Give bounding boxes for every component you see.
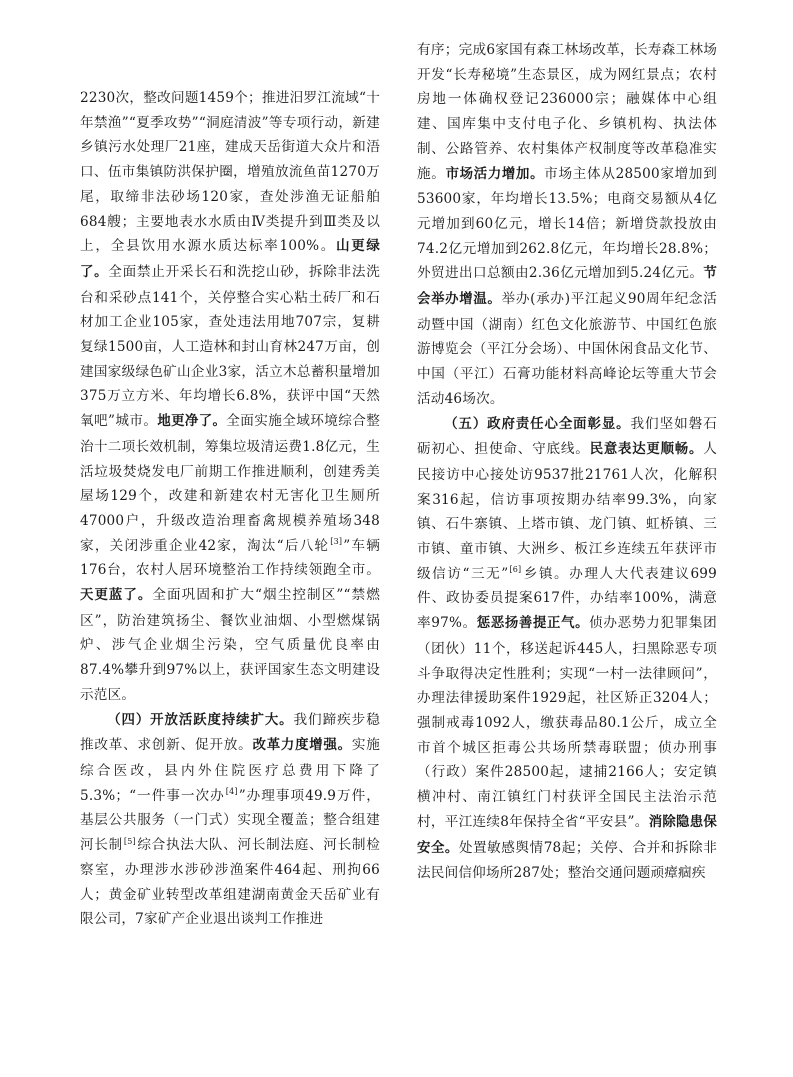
left-paragraph-ecology [80,86,380,708]
bold-heading-market: 市场活力增加。 [445,166,545,182]
left-paragraph-opening [80,708,380,932]
text-run: 我们蹄疾步稳推改革、求创新、促开放。 [80,711,380,754]
bold-heading-reform: 改革力度增强。 [252,738,352,754]
footnote-ref: [4] [225,787,238,797]
text-run: 举办(承办)平江起义90周年纪念活动暨中国（湖南）红色文化旅游节、中国红色旅游博览会（平江分会场）、中国休闲食品文化节、中国（平江）石膏功能材料高峰论坛等重大节会活动46场次。 [417,291,717,407]
section-heading-four: （四）开放活跃度持续扩大。 [107,712,294,728]
bold-heading-land: 地更净了。 [157,414,227,430]
bold-heading-events: 节会举办增温。 [417,266,717,308]
footnote-ref: [5] [123,836,136,846]
bold-heading-sky: 天更蓝了。 [80,588,153,604]
right-paragraph-reform-cont [417,38,717,412]
text-run: 市场主体从28500家增加到53600家，年均增长13.5%；电商交易额从4亿元增加到60亿元，增长14倍；新增贷款投放由 74.2亿元增加到262.8亿元，年均增长28.8%；外贸进出口总额由2.36亿元增加到5.24亿元。 [417,165,717,282]
text-run: 人民接访中心接处访9537批21761人次，化解积案316起，信访事项按期办结率99.3%，向家镇、石牛寨镇、上塔市镇、龙门镇、虹桥镇、三市镇、童市镇、大洲乡、板江乡连续五年获评市级信访“三无” [417,441,717,582]
text-run: 有序；完成6家国有森工林场改革，长寿森工林场开发“长寿秘境”生态景区，成为网红景点；农村房地一体确权登记236000宗；融媒体中心组建、国库集中支付电子化、乡镇机构、执法体制、公路管养、农村集体产权制度等改革稳准实施。 [417,42,717,182]
text-run: 乡镇。办理人大代表建议699件、政协委员提案617件，办结率100%，满意率97%。 [417,565,717,632]
text-run: 实施综合医改，县内外住院医疗总费用下降了5.3%；“一件事一次办 [80,737,381,804]
right-column [417,38,717,886]
text-run: ”办理事项49.9万件，基层公共服务（一门式）实现全覆盖；整合组建河长制 [80,787,380,854]
text-run: 综合执法大队、河长制法庭、河长制检察室，办理涉水涉砂涉渔案件464起、刑拘66人；黄金矿业转型改革组建湖南黄金天岳矿业有限公司，7家矿产企业退出谈判工作推进 [80,837,380,928]
footnote-ref: [6] [509,565,522,575]
bold-heading-justice: 惩恶扬善提正气。 [476,616,590,632]
text-run: 全面巩固和扩大“烟尘控制区”“禁燃区”，防治建筑扬尘、餐饮业油烟、小型燃煤锅炉、涉气企业烟尘污染，空气质量优良率由87.4%攀升到97%以上，获评国家生态文明建设示范区。 [80,587,381,703]
bold-heading-public-opinion: 民意表达更顺畅。 [589,442,704,458]
text-run: 处置敏感舆情78起；关停、合并和拆除非法民间信仰场所287处；整治交通问题顽瘴痼疾 [417,839,717,882]
left-column [80,86,380,932]
footnote-ref: [3] [330,537,343,547]
bold-heading-mountains: 山更绿了。 [80,239,380,280]
text-run: 全面实施全域环境综合整治十二项长效机制，筹集垃圾清运费1.8亿元，生活垃圾焚烧发电厂前期工作推进顺利，创建秀美屋场129个，改建和新建农村无害化卫生厕所47000户，升级改造治理畜禽规模养殖场348家，关闭涉重企业42家，淘汰“后八轮 [80,413,381,554]
text-run: 我们坚如磐石砺初心、担使命、守底线。 [417,415,717,458]
text-run: ”车辆176台，农村人居环境整治工作持续领跑全市。 [80,537,380,579]
text-run: 2230次，整改问题1459个；推进汨罗江流域“十年禁渔”“夏季攻势”“洞庭清波”等专项行动，新建乡镇污水处理厂21座，建成天岳街道大众片和浯口、伍市集镇防洪保护圈，增殖放流鱼苗1270万尾，取缔非法砂场120家，查处涉渔无证船舶684艘；主要地表水水质由Ⅳ类提升到Ⅲ类及以上，全县饮用水源水质达标率100%。 [80,90,380,255]
right-paragraph-responsibility [417,412,717,886]
text-run: 侦办恶势力犯罪集团（团伙）11个，移送起诉445人，扫黑除恶专项斗争取得决定性胜利；实现“一村一法律顾问”，办理法律援助案件1929起，社区矫正3204人；强制戒毒1092人，缴获毒品80.1公斤，成立全市首个城区拒毒公共场所禁毒联盟；侦办刑事（行政）案件28500起，逮捕2166人；安定镇横冲村、南江镇红门村获评全国民主法治示范村，平江连续8年保持全省“平安县”。 [417,615,717,830]
text-run: 全面禁止开采长石和洗挖山砂，拆除非法洗台和采砂点141个，关停整合实心粘土砖厂和石材加工企业105家，查处违法用地707宗，复耕复绿1500亩，人工造林和封山育林247万亩，创建国家级绿色矿山企业3家，活立木总蓄积量增加375万立方米、年均增长6.8%，获评中国“天然氧吧”城市。 [80,263,380,430]
section-heading-five: （五）政府责任心全面彰显。 [444,416,631,432]
bold-heading-safety: 消除隐患保安全。 [417,814,718,856]
